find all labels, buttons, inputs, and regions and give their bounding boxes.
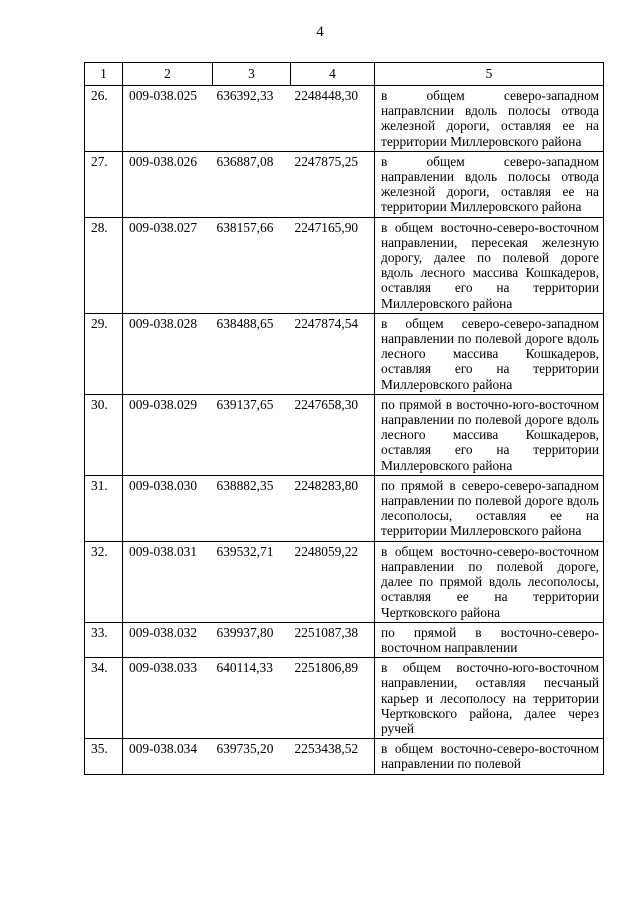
coord-x: 636887,08 (213, 151, 291, 217)
boundary-description: по прямой в северо-северо-западном направлении по полевой дороге вдоль лесополосы, оставляя ее на территории Миллеровского района (375, 475, 604, 541)
point-code: 009-038.031 (123, 541, 213, 622)
coord-y: 2248283,80 (291, 475, 375, 541)
coord-x: 638882,35 (213, 475, 291, 541)
boundary-description: в общем восточно-северо-восточном направлении по полевой (375, 739, 604, 774)
coord-x: 638488,65 (213, 313, 291, 394)
header-col-5: 5 (375, 63, 604, 86)
point-code: 009-038.025 (123, 86, 213, 152)
point-code: 009-038.032 (123, 622, 213, 657)
coord-x: 640114,33 (213, 658, 291, 739)
row-number: 33. (85, 622, 123, 657)
header-col-2: 2 (123, 63, 213, 86)
row-number: 32. (85, 541, 123, 622)
row-number: 26. (85, 86, 123, 152)
coord-x: 638157,66 (213, 217, 291, 313)
table-row (85, 541, 604, 622)
table-row (85, 622, 604, 657)
boundary-table (84, 62, 604, 775)
point-code: 009-038.028 (123, 313, 213, 394)
coord-y: 2247658,30 (291, 394, 375, 475)
coord-x: 636392,33 (213, 86, 291, 152)
header-col-1: 1 (85, 63, 123, 86)
table-row (85, 86, 604, 152)
row-number: 35. (85, 739, 123, 774)
table-header (85, 63, 604, 86)
boundary-description: в общем восточно-северо-восточном направлении по полевой дороге, далее по прямой вдоль лесополосы, оставляя ее на территории Чертковского района (375, 541, 604, 622)
coord-y: 2248448,30 (291, 86, 375, 152)
boundary-description: в общем восточно-северо-восточном направлении, пересекая железную дорогу, далее по полевой дороге вдоль лесного массива Кошкадеров, оставляя его на территории Миллеровского района (375, 217, 604, 313)
coord-y: 2251806,89 (291, 658, 375, 739)
boundary-description: в общем восточно-юго-восточном направлении, оставляя песчаный карьер и лесополосу на территории Чертковского района, далее через ручей (375, 658, 604, 739)
table-row (85, 394, 604, 475)
page-number: 4 (316, 24, 324, 40)
header-col-4: 4 (291, 63, 375, 86)
boundary-description: по прямой в восточно-юго-восточном направлении по полевой дороге вдоль лесного массива Кошкадеров, оставляя его на территории Миллеровского района (375, 394, 604, 475)
coord-y: 2247165,90 (291, 217, 375, 313)
boundary-description: в общем северо-северо-западном направлении по полевой дороге вдоль лесного массива Кошкадеров, оставляя его на территории Миллеровского района (375, 313, 604, 394)
boundary-description: в общем северо-западном направлснии вдоль полосы отвода железной дороги, оставляя ее на территории Миллеровского района (375, 86, 604, 152)
row-number: 27. (85, 151, 123, 217)
point-code: 009-038.034 (123, 739, 213, 774)
row-number: 31. (85, 475, 123, 541)
header-col-3: 3 (213, 63, 291, 86)
table-row (85, 475, 604, 541)
table-row (85, 313, 604, 394)
coord-y: 2251087,38 (291, 622, 375, 657)
point-code: 009-038.026 (123, 151, 213, 217)
point-code: 009-038.033 (123, 658, 213, 739)
coord-y: 2248059,22 (291, 541, 375, 622)
table-row (85, 217, 604, 313)
row-number: 29. (85, 313, 123, 394)
coord-x: 639735,20 (213, 739, 291, 774)
coord-x: 639137,65 (213, 394, 291, 475)
coord-y: 2253438,52 (291, 739, 375, 774)
boundary-description: по прямой в восточно-северо-восточном направлении (375, 622, 604, 657)
boundary-description: в общем северо-западном направлении вдоль полосы отвода железной дороги, оставляя ее на территории Миллеровского района (375, 151, 604, 217)
header-row (85, 63, 604, 86)
row-number: 30. (85, 394, 123, 475)
coord-y: 2247875,25 (291, 151, 375, 217)
point-code: 009-038.030 (123, 475, 213, 541)
row-number: 34. (85, 658, 123, 739)
table-row (85, 658, 604, 739)
point-code: 009-038.027 (123, 217, 213, 313)
coord-y: 2247874,54 (291, 313, 375, 394)
row-number: 28. (85, 217, 123, 313)
point-code: 009-038.029 (123, 394, 213, 475)
table-row (85, 739, 604, 774)
coord-x: 639937,80 (213, 622, 291, 657)
coord-x: 639532,71 (213, 541, 291, 622)
table-row (85, 151, 604, 217)
